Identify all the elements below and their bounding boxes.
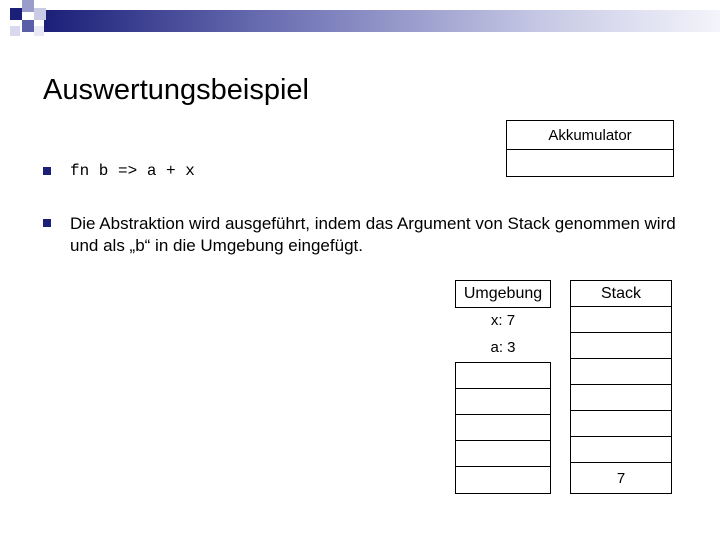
environment-cell <box>455 414 551 442</box>
accumulator-label: Akkumulator <box>507 121 673 150</box>
environment-cell <box>455 362 551 390</box>
code-expression: fn b => a + x <box>70 162 195 180</box>
stack-cell <box>570 436 672 464</box>
environment-label: Umgebung <box>463 285 543 302</box>
environment-cell <box>455 388 551 416</box>
stack-cell <box>570 410 672 438</box>
header-square <box>22 20 34 32</box>
bullet-marker <box>43 167 51 175</box>
header-square <box>22 0 34 12</box>
header-square <box>10 26 20 36</box>
header-square <box>10 8 22 20</box>
stack-cell <box>570 306 672 334</box>
header-square <box>34 26 44 36</box>
header-square <box>34 8 46 20</box>
environment-cell <box>455 440 551 468</box>
environment-entry: a: 3 <box>490 339 516 356</box>
header-gradient-band <box>44 10 720 32</box>
bullet-marker <box>43 219 51 227</box>
accumulator-box <box>506 120 674 177</box>
decorative-header <box>0 0 720 40</box>
environment-cell <box>455 466 551 494</box>
stack-entry: 7 <box>616 470 626 487</box>
stack-cell <box>570 358 672 386</box>
stack-cell <box>570 462 672 494</box>
slide-title: Auswertungsbeispiel <box>43 74 309 106</box>
stack-cell <box>570 332 672 360</box>
environment-entry: x: 7 <box>490 312 516 329</box>
stack-cell <box>570 384 672 412</box>
stack-label: Stack <box>600 285 641 302</box>
explanation-text: Die Abstraktion wird ausgeführt, indem das Argument von Stack genommen wird und als „b“ in die Umgebung eingefügt. <box>70 214 676 255</box>
accumulator-value <box>507 150 673 176</box>
